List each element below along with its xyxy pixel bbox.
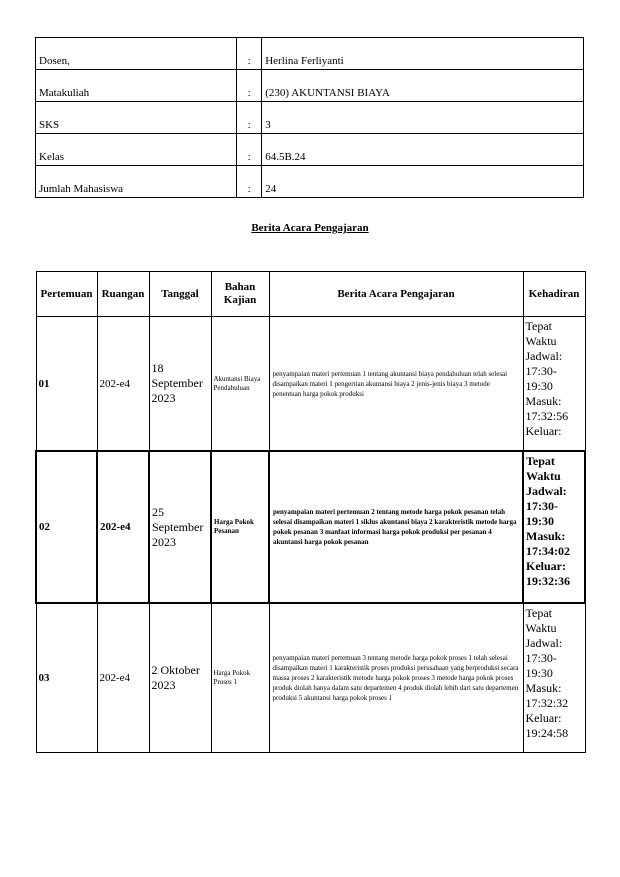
info-row-matakuliah: [36, 70, 584, 102]
header-ruangan: Ruangan: [97, 272, 149, 317]
cell-pertemuan: 03: [36, 603, 97, 753]
info-label: Matakuliah: [36, 70, 237, 102]
header-kehadiran: Kehadiran: [523, 272, 585, 317]
info-label: Jumlah Mahasiswa: [36, 166, 237, 198]
table-row: [36, 603, 585, 753]
info-value: 24: [262, 166, 584, 198]
cell-bahan-kajian: Harga Pokok Proses 1: [211, 603, 269, 753]
header-pertemuan: Pertemuan: [36, 272, 97, 317]
cell-tanggal: 18 September 2023: [149, 317, 211, 452]
info-value: 3: [262, 102, 584, 134]
cell-ruangan: 202-e4: [97, 603, 149, 753]
table-row: [36, 451, 585, 603]
info-label: Kelas: [36, 134, 237, 166]
info-row-dosen: [36, 38, 584, 70]
cell-berita: penyampaian materi pertemuan 2 tentang metode harga pokok pesanan telah selesai disampaikan materi 1 siklus akuntansi biaya 2 karakteristik metode harga pokok pesanan 3 manfaat informasi harga pokok produksi per pesanan 4 akuntansi harga pokok pesanan: [269, 451, 523, 603]
cell-berita: penyampaian materi pertemuan 3 tentang metode harga pokok proses 1 telah selesai disampaikan materi 1 karakteristik proses produksi perusahaan yang berproduksi secara massa proses 2 karakteristik metode harga pokok proses 3 metode harga pokok proses produk diolah hanya dalam satu departemen 4 produk diolah lebih dari satu departemen produksi 5 akuntansi harga pokok proses 1: [269, 603, 523, 753]
page-title: Berita Acara Pengajaran: [251, 222, 369, 234]
info-label: Dosen,: [36, 38, 237, 70]
cell-berita: penyampaian materi pertemuan 1 tentang akuntansi biaya pendahuluan telah selesai disampaikan materi 1 pengertian akuntansi biaya 2 jenis-jenis biaya 3 metode penentuan harga pokok produksi: [269, 317, 523, 452]
info-separator: :: [237, 70, 262, 102]
cell-ruangan: 202-e4: [97, 451, 149, 603]
info-separator: :: [237, 134, 262, 166]
berita-acara-table: [35, 271, 586, 753]
header-tanggal: Tanggal: [149, 272, 211, 317]
info-separator: :: [237, 102, 262, 134]
table-row: [36, 317, 585, 452]
cell-kehadiran: Tepat Waktu Jadwal: 17:30-19:30 Masuk: 17:32:56 Keluar:: [523, 317, 585, 452]
cell-tanggal: 2 Oktober 2023: [149, 603, 211, 753]
info-label: SKS: [36, 102, 237, 134]
info-table: [35, 37, 584, 198]
cell-pertemuan: 02: [36, 451, 97, 603]
info-value: (230) AKUNTANSI BIAYA: [262, 70, 584, 102]
cell-bahan-kajian: Harga Pokok Pesanan: [211, 451, 269, 603]
header-berita: Berita Acara Pengajaran: [269, 272, 523, 317]
info-value: 64.5B.24: [262, 134, 584, 166]
cell-kehadiran: Tepat Waktu Jadwal: 17:30-19:30 Masuk: 17:34:02 Keluar: 19:32:36: [523, 451, 585, 603]
info-value: Herlina Ferliyanti: [262, 38, 584, 70]
table-header-row: [36, 272, 585, 317]
cell-tanggal: 25 September 2023: [149, 451, 211, 603]
cell-bahan-kajian: Akuntansi Biaya Pendahuluan: [211, 317, 269, 452]
info-row-jumlah-mahasiswa: [36, 166, 584, 198]
info-separator: :: [237, 38, 262, 70]
cell-ruangan: 202-e4: [97, 317, 149, 452]
header-bahan-kajian: Bahan Kajian: [211, 272, 269, 317]
info-row-sks: [36, 102, 584, 134]
info-row-kelas: [36, 134, 584, 166]
cell-pertemuan: 01: [36, 317, 97, 452]
cell-kehadiran: Tepat Waktu Jadwal: 17:30-19:30 Masuk: 17:32:32 Keluar: 19:24:58: [523, 603, 585, 753]
info-separator: :: [237, 166, 262, 198]
